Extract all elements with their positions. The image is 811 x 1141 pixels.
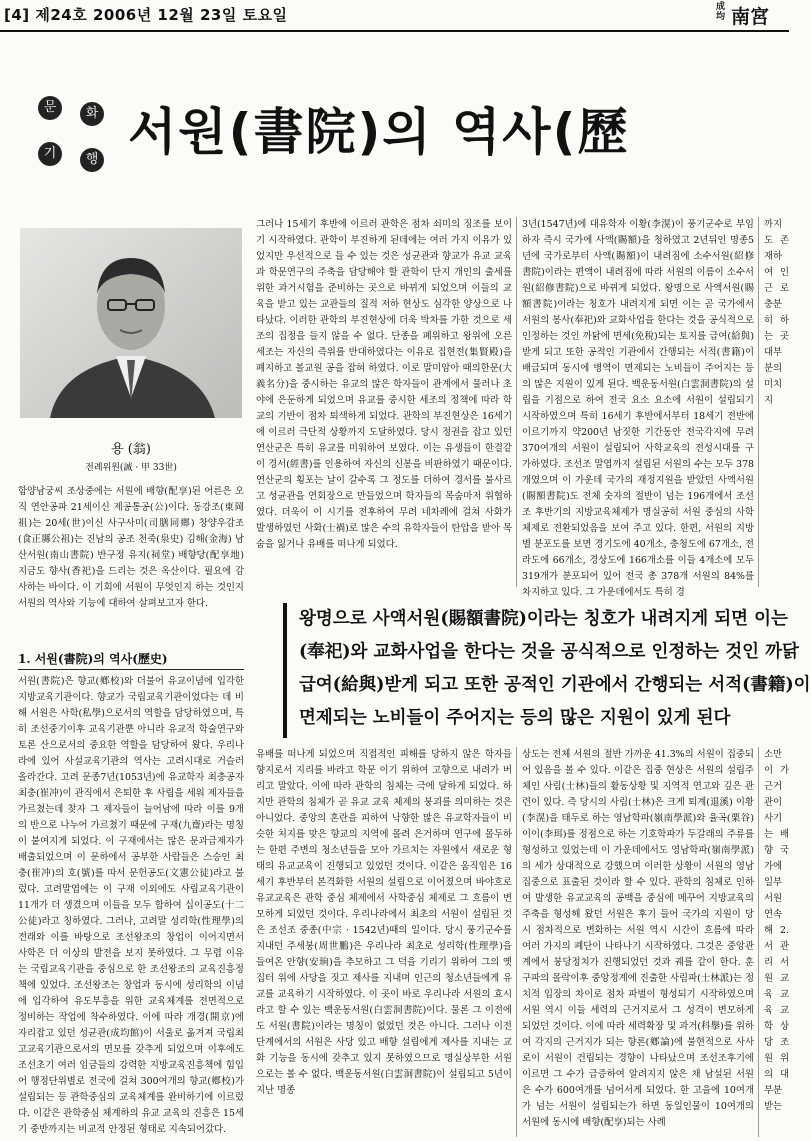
- column-divider: [758, 217, 759, 587]
- section-heading: 1. 서원(書院)의 역사(歷史): [18, 650, 244, 670]
- masthead-title: 南宮: [731, 6, 770, 28]
- series-badge-1: 문: [38, 96, 62, 120]
- pull-quote: [283, 603, 811, 738]
- article-column-5: 유배를 떠나게 되었으며 직접적인 피해를 당하지 않은 학자들 향지로서 지리를 바라고 학문 이기 위하여 고향으로 내려가 버리고 말았다. 이에 따라 관학의 침체는 극에 달하게 되었다. 하지만 관학의 침체가 곧 유교 교육 체제의 붕괴를 의미하는 것은 아니었다. 중앙의 혼란을 피하여 낙향한 많은 유교학자들이 비슷한 처지를 맞은 향교의 지역에 몰려 은거하며 연구에 몰두하는 한편 주변의 청소년들을 모아 가르치는 자원에서 새로운 형태의 유교교육이 진행되고 있었던 것이다. 이같은 움직임은 16세기 후반부터 본격화한 서원의 설립으로 이어졌으며 바야흐로 유교교육은 관학 중심 체제에서 사학중심 체제로 그 흐름이 변모하게 되었던 것이다. 우리나라에서 최초의 서원이 설립된 것은 조선조 중종(中宗 · 1542년)때의 일이다. 당시 풍기군수를 지내던 주세붕(周世鵬)은 우리나라 최초로 성리학(性理學)을 들여온 안향(安珦)을 추모하고 그 덕을 기리기 위하여 그의 옛집터 위에 사당을 짓고 제사를 지내며 인근의 청소년들에게 유교를 교육하기 시작하였다. 이 곳이 바로 우리나라 서원의 효시라고 할 수 있는 백운동서원(白雲洞書院)이다. 물론 그 이전에도 서원(書院)이라는 명칭이 없었던 것은 아니다. 그러나 이전 단계에서의 서원은 사당 있고 배향 설립에게 제사를 지내는 교화 기능을 동시에 갖추고 있지 못하였으므로 명실상부한 서원으로는 볼 수 없다. 백운동서원(白雲洞書院)이 설립되고 5년이 지난 명종: [256, 749, 512, 1096]
- pull-quote-line: 왕명으로 사액서원(賜額書院)이라는 칭호가 내려지게 되면 이는: [299, 609, 788, 629]
- article-column-3: 3년(1547년)에 대유학자 이황(李滉)이 풍기군수로 부임하자 즉시 국가에 사액(賜額)을 청하였고 2년뒤인 명종5년에 국가로부터 사액(賜額)이 내려짐에 소수서원(紹修書院)이라는 편액이 내려짐에 따라 서원의 이름이 소수서원(紹修書院)으로 바뀌게 되었다. 왕명으로 사액서원(賜額書院)이라는 칭호가 내려지게 되면 이는 곧 국가에서 서원의 봉사(奉祀)와 교화사업을 한다는 것을 공식적으로 인정하는 것인 까닭에 면세(免稅)되는 토지를 급여(給與)받게 되고 또한 공적인 기관에서 간행되는 서적(書籍)이 배급되며 동시에 병역이 면제되는 노비들이 주어지는 등의 많은 지원이 있게 된다. 백운동서원(白雲洞書院)의 설립을 기점으로 하여 전국 요소 요소에 서원이 설립되기 시작하였으며 특히 16세기 후반에서부터 18세기 전반에 이르기까지 약200년 남짓한 기간동안 전국각지에 무려 370여개의 서원이 설립되어 사학교육의 전성시대를 구가하였다. 조선조 말엽까지 설립된 서원의 수는 모두 378개였으며 이 가운데 국가의 재정지원을 받았던 사액서원(賜額書院)도 전체 숫자의 절반이 넘는 196개에서 조선조 후반기의 지방교육체제가 명실공히 서원 중심의 사학체제로 전환되었음을 보여 주고 있다. 한편, 서원의 지방별 분포도를 보면 경기도에 40개소, 충청도에 67개소, 전라도에 66개소, 경상도에 166개소를 이들 4개소에 모두 319개가 분포되어 있어 전국 총 378개 서원의 84%를 차지하고 있다. 그 가운데에서도 특히 경: [522, 219, 754, 598]
- pull-quote-line: (奉祀)와 교화사업을 한다는 것을 공식적으로 인정하는 것인 까닭: [299, 642, 799, 662]
- page-header: [0, 0, 789, 32]
- article-column-1: 서원(書院)은 향교(鄕校)와 더불어 유교이념에 입각한 지방교육기관이다. 향교가 국립교육기관이었다는 데 비해 서원은 사학(私學)으로서의 역할을 담당하였으며, 특히 조선중기이후 교육기관뿐 아니라 유교적 학술연구와 토론 산으로서의 중요한 역할을 담당하여 왔다. 우리나라에 있어 사설교육기관의 역사는 고려시대로 거슬러 올라간다. 고려 문종7년(1053년)에 유교학자 최충공자 최충(崔冲)이 관직에서 은퇴한 후 사립을 세워 제자들을 가르쳤는데 찾자 그 제자들이 늘어남에 따라 이를 9개의 반으로 나누어 가르쳤기 때문에 구재(九齋)라는 명칭이 붙여지게 되었다. 이 구재에서는 많은 문과급제자가 배출되었으며 이 문하에서 공부한 사람들은 스승인 최충(崔冲)의 호(號)를 따서 문헌공도(文憲公徒)라고 불렀다. 고려말엽에는 이 구재 이외에도 사립교육기관이 11개가 더 생겼으며 이들을 모두 합하여 십이공도(十二公徒)라고 칭하였다. 그러나, 고려말 성리학(性理學)의 전래와 이를 바탕으로 조선왕조의 창업이 이어지면서 사학은 더 이상의 발전을 보지 못하였다. 그 무렵 이유는 국립교육기관을 중심으로 한 조선왕조의 교육진흥정책에 있었다. 조선왕조는 창업과 동시에 성리학의 이념에 입각하여 유도부흥을 위한 교육체계를 전면적으로 정비하는 작업에 착수하였다. 이에 따라 개경(開京)에 자리잡고 있던 성균관(成均館)이 서울로 옮겨져 국립최고교육기관으로서의 면모를 갖추게 되었으며 이후에도 조선초기 여러 임금들의 강력한 지방교육진흥책에 힘입어 행정단위별로 전국에 걸쳐 300여개의 향교(鄕校)가 설립되는 등 관학중심의 교육체계를 완비하기에 이르렀다. 이같은 관학중심 체계하의 유교 교육의 진흥은 15세기 중반까지는 비교적 안정된 형태로 지속되어갔다.: [18, 676, 244, 1135]
- article-column-4: 까지도 존재하여 인근 로 충분히 하는 곳 대부분의 미치지: [764, 219, 789, 406]
- issue-date-line: [4] 제24호 2006년 12월 23일 토요일: [4, 6, 288, 24]
- author-photo: [20, 228, 242, 418]
- pull-quote-line: 면제되는 노비들이 주어지는 등의 많은 지원이 있게 된다: [299, 708, 731, 728]
- article-column-7: 소만이 가 근거 관이 사기는 배향 국가에 일부 서원 연속해 2. 서 관리 서원 교육 교육 교학 상당 조 원 위의 대부분 받는: [764, 749, 789, 1112]
- author-name: 용 (翁): [111, 442, 151, 457]
- column-divider: [516, 747, 517, 1137]
- series-badge-3: 기: [38, 142, 62, 166]
- intro-paragraph: 함양남궁씨 조상중에는 서원에 배향(配享)된 어른은 오직 연안공파 21세이신 제공통공(公)이다. 동강조(東岡祖)는 20세(世)이신 사구사미(司膳同鄉) 창양우감조(食正縣公祖)는 진남의 공조 천죽(泉史) 김해(金海) 남산서원(南山書院) 반구정 유지(祠堂) 배향당(配享地) 지금도 향사(香祀)을 드리는 것은 옥산이다. 필요에 감사하는 바이다. 이 기회에 서원이 무엇인지 하는 것인지 서원의 역사와 기능에 대하여 살펴보고자 한다.: [18, 486, 244, 609]
- article-column-2: 그러나 15세기 후반에 이르러 관학은 점차 쇠미의 징조를 보이기 시작하였다. 관학이 부진하게 된데에는 여러 가지 이유가 있었지만 우선적으로 들 수 있는 것은 성균관과 향교가 유교 교육과 학문연구의 주축을 담당해야 할 관학이 단지 개인의 출세를 위한 과거시험을 준비하는 곳으로 바뀌게 되었으며 이들의 교육을 받고 있는 교관들의 질적 저하 현상도 심각한 양상으로 나타났다. 이러한 관학의 부진현상에 더욱 박차를 가한 것으로 세조의 집정을 들지 않을 수 없다. 단종을 폐위하고 왕위에 오른 세조는 자신의 즉위를 반대하였다는 이유로 집현전(集賢殿)을 폐지하고 볼교원 공을 잡혀 하였다. 이로 말미암아 때의한문(大義名分)을 중시하는 유교의 많은 학자들이 관계에서 물러나 초야에 은둔하게 되었으며 유교를 중시한 세조의 정책에 따라 학교의 기반이 점차 퇴색하게 되었다. 관학의 부진현상은 16세기에 이르러 극단적 상황까지 도달하였다. 당시 정권을 잡고 있던 연산군은 특히 유교를 미워하여 보였다. 이는 유생들이 한결같이 경서(經書)를 인용하여 자신의 신봉을 비판하였기 때문이다. 연산군의 횡포는 날이 갈수록 그 정도를 더하여 경서를 불사르고 성균관을 연회장으로 만들었으며 학자들의 목숨마저 위협하였다. 더욱이 이 시기를 전후하여 무려 네차례에 걸쳐 사화가 발생하였던 사화(士禍)로 많은 수의 유학자들이 탄압을 받아 목숨을 잃거나 유배를 떠나게 되었다.: [256, 219, 512, 550]
- author-title: 전례위원(誠 · 甲 33世): [85, 463, 177, 473]
- column-divider: [758, 747, 759, 1137]
- series-badge-4: 행: [80, 148, 104, 172]
- column-divider: [516, 217, 517, 587]
- portrait-image: [20, 228, 242, 418]
- header-rule: [0, 30, 789, 32]
- article-column-6: 상도는 전체 서원의 절반 가까운 41.3%의 서원이 집중되어 있음을 볼 수 있다. 이같은 집중 현상은 서원의 설립주체인 사림(士林)들의 활동상황 및 지역적 연고와 깊은 관련이 있다. 즉 당시의 사림(士林)은 크게 퇴계(退溪) 이황(李滉)을 태두로 하는 영남학파(嶺南學派)와 율곡(栗谷) 이이(李珥)를 정점으로 하는 기호학파가 두갈래의 주류를 형성하고 있었는데 이 가운데에서도 영남학파(嶺南學派)의 세가 상대적으로 강했으며 이러한 상황이 서원의 영남 집중으로 표출된 것이라 할 수 있다. 관학의 침체로 인하여 발생한 유교교육의 공백을 중심에 메꾸어 지방교육의 주축을 형성해 왔던 서원은 후기 들어 국가의 지원이 당시 점차적으로 변화하는 서원 역시 시간이 흐름에 따라 여러 가지의 폐단이 나타나기 시작하였다. 그것은 중앙관계에서 붕당정치가 진행되었던 것과 궤를 같이 한다. 훈구파의 몰락이후 중앙정계에 진출한 사림파(士林派)는 정치적 입장의 차이로 점차 파벌이 형성되기 시작하였으며 서원 역시 이들 세력의 근거지로서 그 성격이 변모하게 되었던 것이다. 이에 따라 세력확장 및 과거(科擧)를 위하여 각지의 근거지가 되는 향론(鄕論)에 불현적으로 사사로이 서원이 건립되는 경향이 나타났으며 조선조후기에 이르면 그 수가 급증하여 알려지지 않은 채 남설된 서원은 수가 600여개를 넘어서게 되었다. 한 고을에 10여개가 넘는 서원이 설립되는가 하면 동일인물이 10여개의 서원에 동시에 배향(配享)되는 사례: [522, 749, 754, 1128]
- article-headline: 서원(書院)의 역사(歷: [128, 103, 630, 161]
- masthead-small: 成均: [716, 2, 726, 22]
- series-badge-2: 화: [80, 102, 104, 126]
- pull-quote-line: 급여(給與)받게 되고 또한 공적인 기관에서 간행되는 서적(書籍)이: [299, 675, 811, 695]
